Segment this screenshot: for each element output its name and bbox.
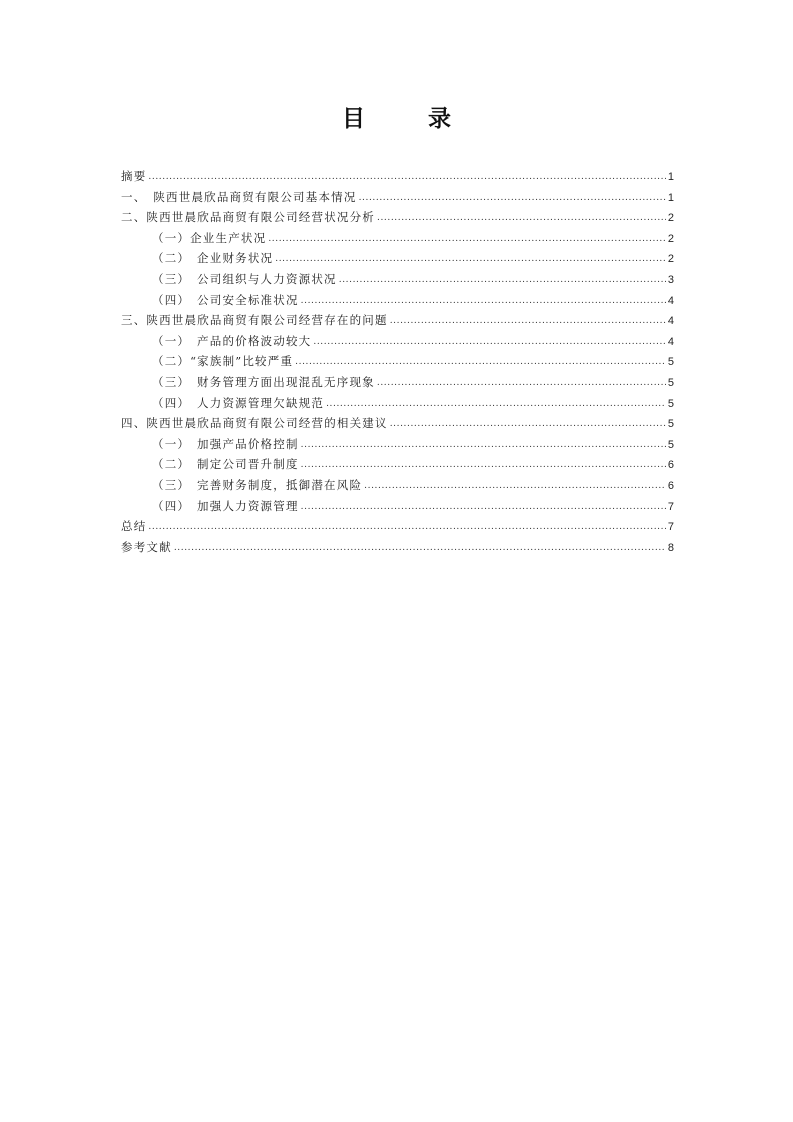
toc-entry-page: 5 xyxy=(667,397,674,410)
toc-entry-text: （一） 产品的价格波动较大 xyxy=(152,333,312,348)
toc-entry[interactable] xyxy=(121,207,674,228)
toc-leader-dots xyxy=(275,247,666,270)
toc-entry-page: 4 xyxy=(667,315,674,328)
toc-subentry[interactable] xyxy=(121,290,674,311)
toc-entry-text: 三、陕西世晨欣品商贸有限公司经营存在的问题 xyxy=(121,313,388,328)
toc-entry-text: （二）“家族制”比较严重 xyxy=(152,354,294,369)
toc-entry-text: （四） 加强人力资源管理 xyxy=(152,498,299,513)
toc-entry-page: 8 xyxy=(667,541,674,554)
toc-subentry[interactable] xyxy=(121,269,674,290)
toc-leader-dots xyxy=(148,515,665,538)
toc-leader-dots xyxy=(174,536,666,559)
toc-subentry[interactable] xyxy=(121,351,674,372)
toc-entry-text: 二、陕西世晨欣品商贸有限公司经营状况分析 xyxy=(121,210,375,225)
toc-entry-text: （三） 财务管理方面出现混乱无序现象 xyxy=(152,374,375,389)
toc-entry-page: 5 xyxy=(667,356,674,369)
toc-subentry[interactable] xyxy=(121,434,674,455)
toc-leader-dots xyxy=(377,371,666,394)
toc-entry-page: 7 xyxy=(667,521,674,534)
toc-entry-text: （四） 公司安全标准状况 xyxy=(152,292,299,307)
toc-entry[interactable] xyxy=(121,413,674,434)
toc-subentry[interactable] xyxy=(121,331,674,352)
toc-entry-page: 4 xyxy=(667,294,674,307)
toc-subentry[interactable] xyxy=(121,228,674,249)
toc-leader-dots xyxy=(148,165,665,188)
toc-subentry[interactable] xyxy=(121,248,674,269)
toc-leader-dots xyxy=(359,186,666,209)
toc-subentry[interactable] xyxy=(121,393,674,414)
toc-leader-dots xyxy=(377,206,666,229)
toc-entry-page: 2 xyxy=(667,212,674,225)
toc-entry[interactable] xyxy=(121,166,674,187)
toc-leader-dots xyxy=(301,289,666,312)
toc-leader-dots xyxy=(301,495,666,518)
toc-entry-text: 参考文献 xyxy=(121,539,172,554)
toc-title: 目 录 xyxy=(342,106,471,132)
toc-entry-text: 四、陕西世晨欣品商贸有限公司经营的相关建议 xyxy=(121,416,388,431)
toc-entry-page: 2 xyxy=(667,253,674,266)
toc-entry-text: 总结 xyxy=(121,519,147,534)
toc-entry-page: 4 xyxy=(667,335,674,348)
toc-entry-text: （二） 制定公司晋升制度 xyxy=(152,457,299,472)
toc-entry-text: （一）企业生产状况 xyxy=(152,230,267,245)
toc-entry-page: 1 xyxy=(667,191,674,204)
toc-entry-text: （三） 公司组织与人力资源状况 xyxy=(152,271,337,286)
toc-entry[interactable] xyxy=(121,537,674,558)
toc-entry-text: （二） 企业财务状况 xyxy=(152,251,274,266)
toc-subentry[interactable] xyxy=(121,454,674,475)
toc-entry-page: 3 xyxy=(667,273,674,286)
toc-entry-page: 7 xyxy=(667,500,674,513)
toc-entry-text: （一） 加强产品价格控制 xyxy=(152,436,299,451)
toc-subentry[interactable] xyxy=(121,475,674,496)
toc-entry-page: 6 xyxy=(667,459,674,472)
toc-entry-page: 1 xyxy=(667,171,674,183)
toc-subentry[interactable] xyxy=(121,372,674,393)
toc-leader-dots xyxy=(390,412,666,435)
toc-leader-dots xyxy=(326,392,666,415)
toc-entry-text: （三） 完善财务制度，抵御潜在风险 xyxy=(152,477,363,492)
toc-entry-page: 5 xyxy=(667,376,674,389)
toc-leader-dots xyxy=(339,268,666,291)
toc-leader-dots xyxy=(301,453,666,476)
toc-leader-dots xyxy=(301,433,666,456)
toc-entry-page: 5 xyxy=(667,438,674,451)
toc-leader-dots xyxy=(295,350,666,373)
toc-entry-text: （四） 人力资源管理欠缺规范 xyxy=(152,395,325,410)
toc-entry-text: 摘要 xyxy=(121,169,147,183)
toc-leader-dots xyxy=(364,474,666,497)
toc-subentry[interactable] xyxy=(121,496,674,517)
toc-leader-dots xyxy=(268,227,666,250)
toc-leader-dots xyxy=(390,309,666,332)
toc-entry-text: 一、 陕西世晨欣品商贸有限公司基本情况 xyxy=(121,189,357,204)
toc-entry-page: 5 xyxy=(667,418,674,431)
toc-entry[interactable] xyxy=(121,516,674,537)
toc-entry-page: 2 xyxy=(667,232,674,245)
toc-entry[interactable] xyxy=(121,310,674,331)
toc-entry[interactable] xyxy=(121,187,674,208)
toc-leader-dots xyxy=(313,330,666,353)
toc-entry-page: 6 xyxy=(667,479,674,492)
toc-list xyxy=(121,166,674,557)
